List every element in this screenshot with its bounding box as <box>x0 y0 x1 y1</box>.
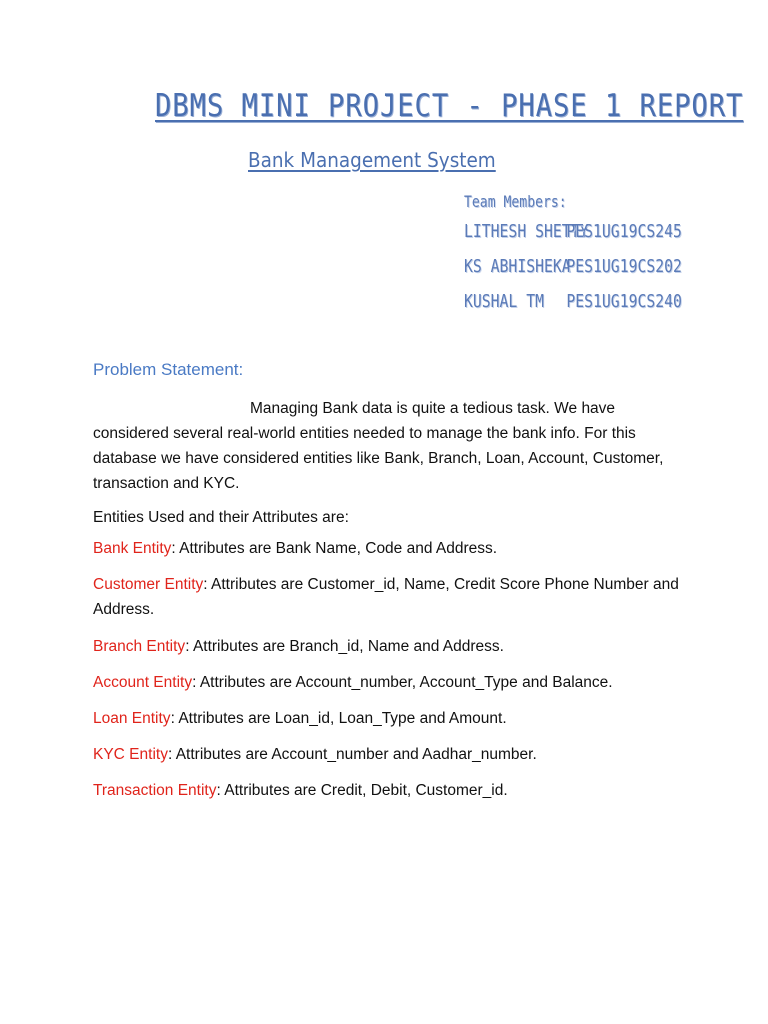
entity-item <box>93 706 693 731</box>
entity-description: : Attributes are Customer_id, Name, Credit Score Phone Number and Address. <box>93 576 679 618</box>
team-member <box>464 291 682 326</box>
member-name: KS ABHISHEKA <box>464 256 571 277</box>
team-heading: Team Members: <box>464 192 567 211</box>
member-name: LITHESH SHETTY <box>464 221 589 242</box>
entity-name: Bank Entity <box>93 540 172 557</box>
entity-description: : Attributes are Loan_id, Loan_Type and Amount. <box>170 710 507 727</box>
member-srn: PES1UG19CS240 <box>566 291 682 312</box>
entities-intro: Entities Used and their Attributes are: <box>93 509 349 526</box>
entity-item <box>93 742 693 767</box>
entity-item <box>93 778 693 803</box>
member-srn: PES1UG19CS245 <box>566 221 682 242</box>
entity-name: Account Entity <box>93 674 193 691</box>
entity-item <box>93 670 693 695</box>
entity-name: Branch Entity <box>93 638 186 655</box>
problem-statement-heading: Problem Statement: <box>93 360 244 379</box>
member-srn: PES1UG19CS202 <box>566 256 682 277</box>
team-member <box>464 221 682 256</box>
entity-name: Customer Entity <box>93 576 204 593</box>
entity-name: Transaction Entity <box>93 782 217 799</box>
entity-item <box>93 634 693 659</box>
team-member <box>464 256 682 291</box>
entity-description: : Attributes are Account_number, Account_Type and Balance. <box>192 674 613 691</box>
entity-name: Loan Entity <box>93 710 171 727</box>
member-name: KUSHAL TM <box>464 291 544 312</box>
entity-description: : Attributes are Branch_id, Name and Address. <box>185 638 504 655</box>
report-subtitle: Bank Management System <box>248 148 496 172</box>
report-title: DBMS MINI PROJECT - PHASE 1 REPORT <box>155 88 744 124</box>
entity-name: KYC Entity <box>93 746 168 763</box>
entity-item <box>93 536 693 561</box>
entity-description: : Attributes are Account_number and Aadhar_number. <box>167 746 537 763</box>
entity-item <box>93 572 693 622</box>
problem-statement-paragraph: Managing Bank data is quite a tedious task. We have considered several real-world entities needed to manage the bank info. For this database we have considered entities like Bank, Branch, Loan, Account, Customer, transaction and KYC. <box>93 400 664 492</box>
entity-description: : Attributes are Bank Name, Code and Address. <box>171 540 498 557</box>
team-members-block <box>464 192 682 326</box>
entity-description: : Attributes are Credit, Debit, Customer_id. <box>216 782 508 799</box>
